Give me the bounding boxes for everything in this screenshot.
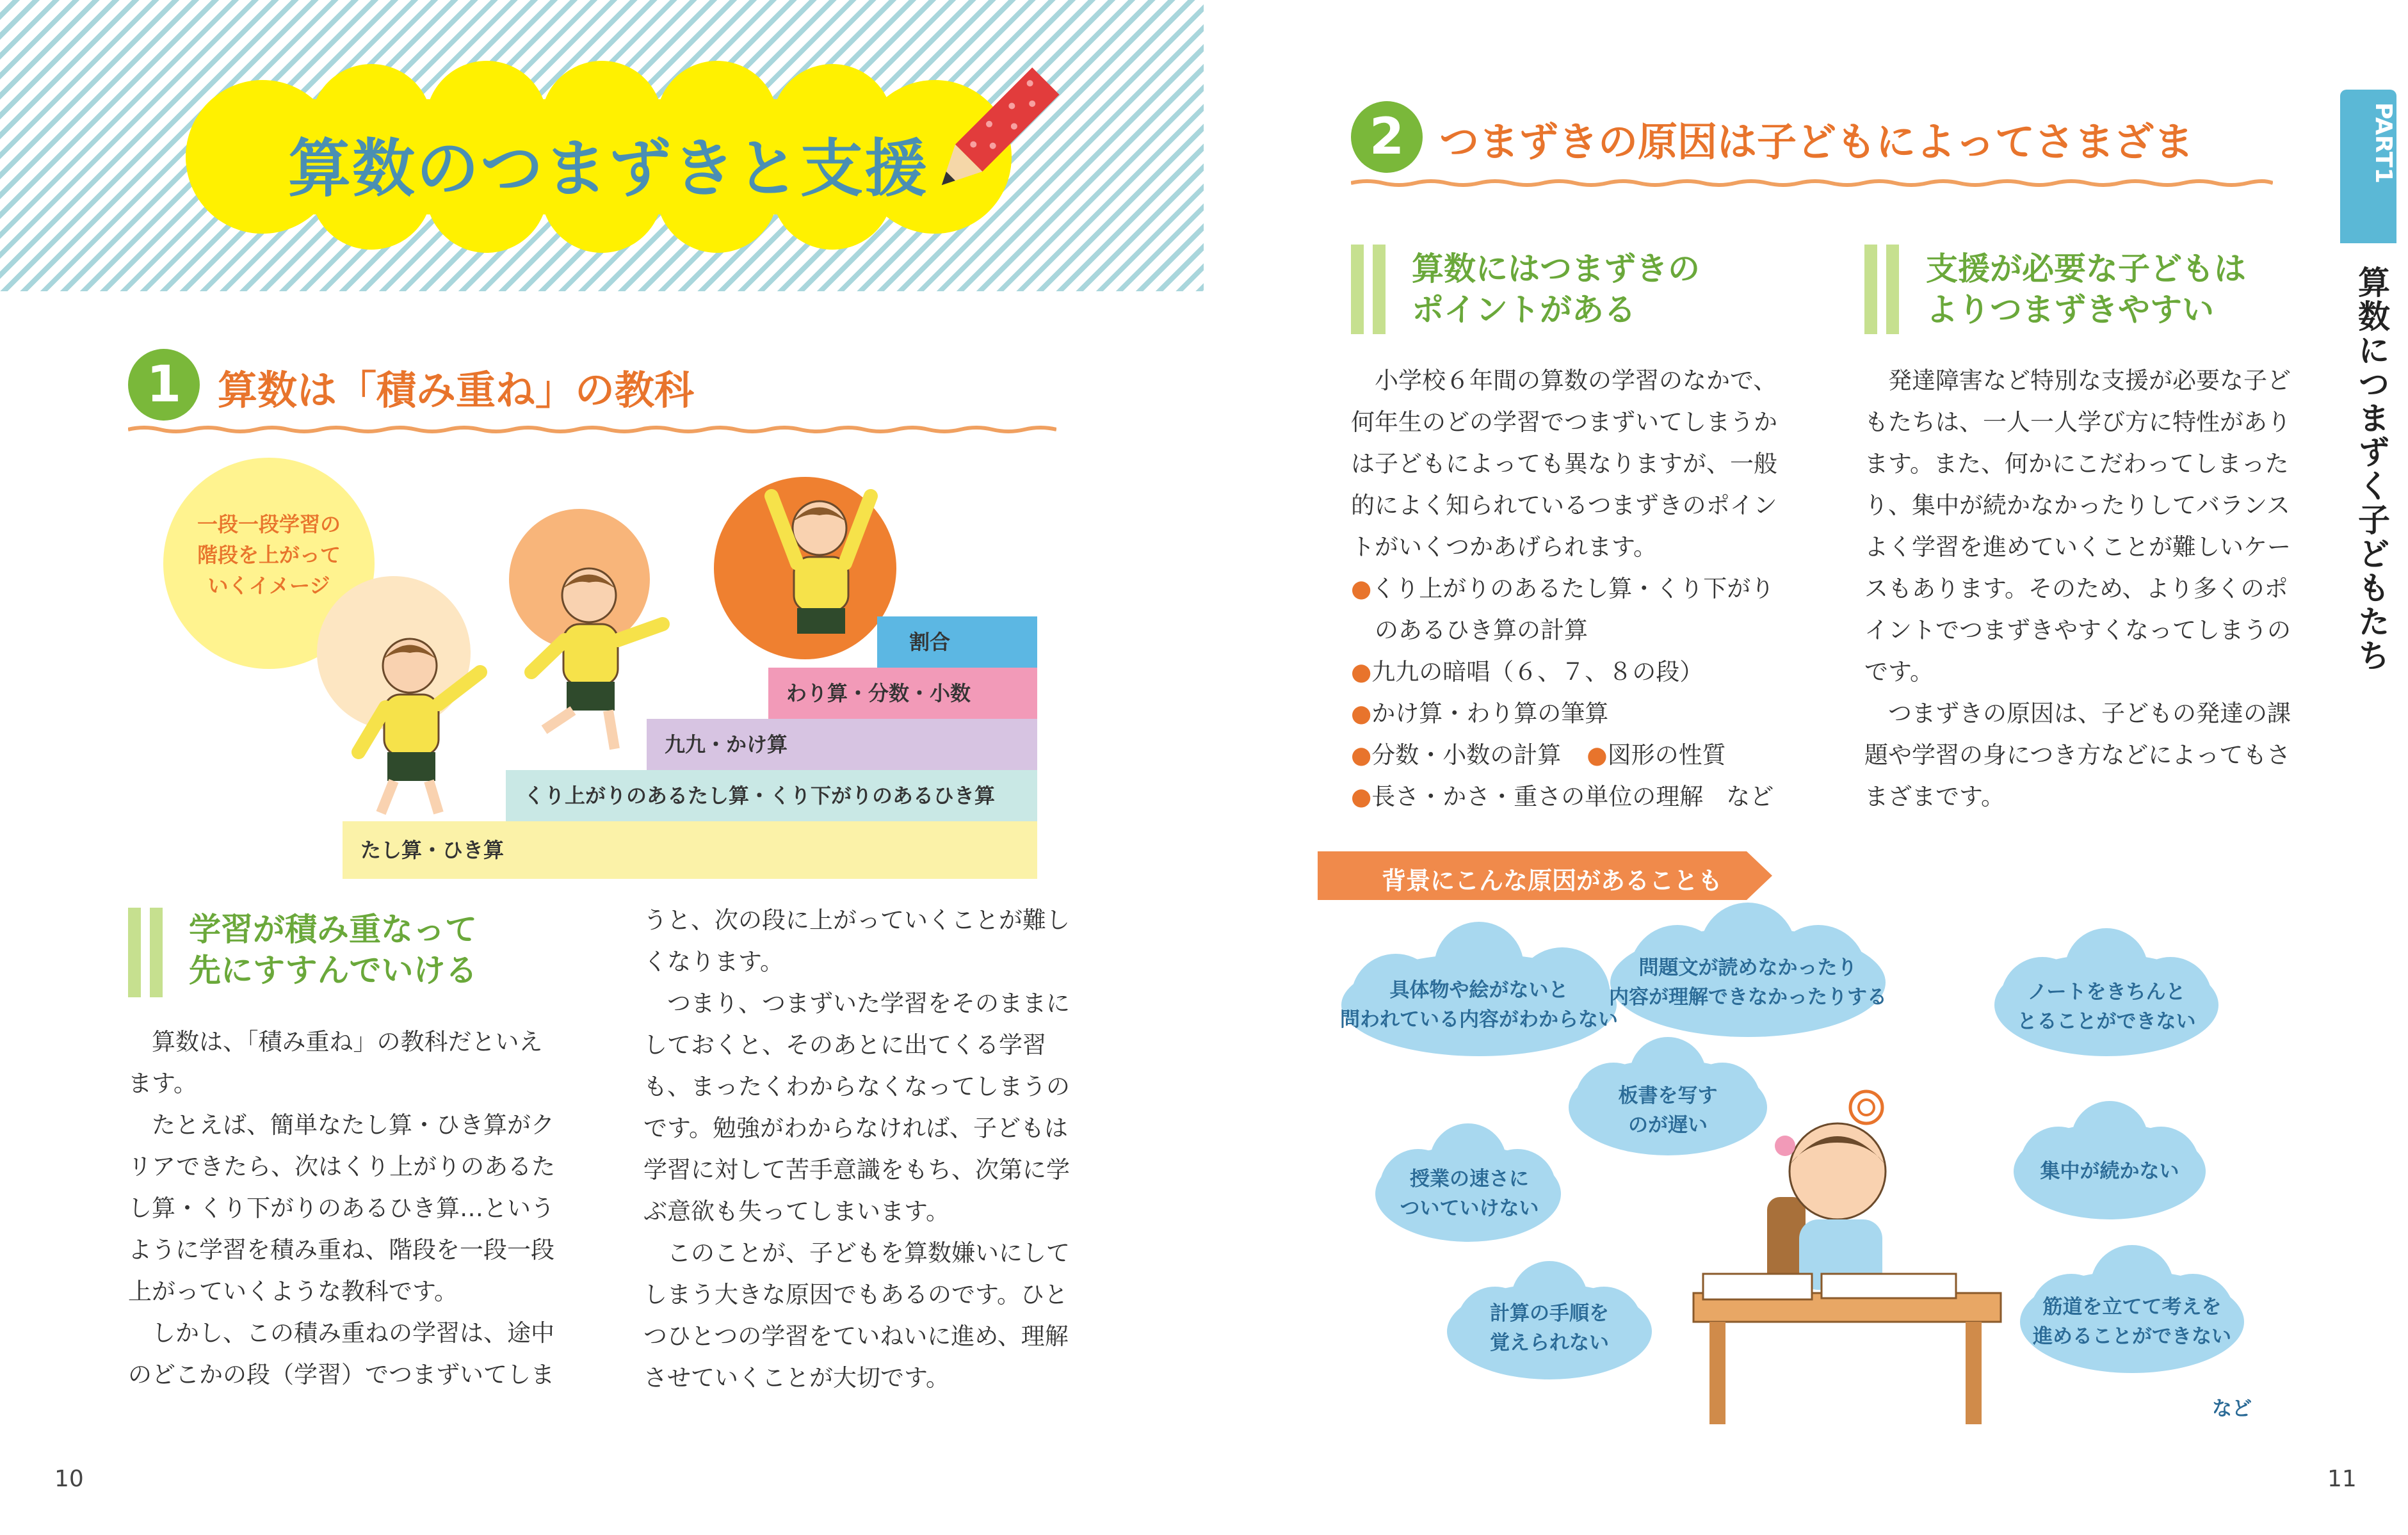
list-item: のあるひき算の計算 [1375, 616, 1588, 644]
causes-etc: など [2212, 1397, 2252, 1420]
child-figure-3 [743, 480, 896, 647]
section1-number: 1 [128, 349, 200, 421]
page-title: 算数のつまずきと支援 [288, 133, 929, 205]
list-item: ●かけ算・わり算の筆算 [1351, 700, 1609, 727]
stair-step-2: くり上がりのあるたし算・くり下がりのあるひき算 [506, 770, 1037, 821]
cause-bubble-4: 板書を写す のが遅い [1618, 1084, 1718, 1137]
subtitle-a-bars [1351, 245, 1389, 334]
cause-bubble-7: 計算の手順を 覚えられない [1490, 1302, 1609, 1354]
subtitle-bars [128, 908, 166, 997]
left-page-number: 10 [54, 1466, 84, 1492]
image-caption: 一段一段学習の 階段を上がって いくイメージ [197, 512, 341, 598]
section2-divider [1351, 179, 2273, 187]
cause-bubble-6: 集中が続かない [2040, 1160, 2179, 1183]
section2-col-a: 小学校６年間の算数の学習のなかで、 何年生のどの学習でつまずいてしまうか は子どもによっても異なりますが、一般 的によく知られているつまずきのポイン トがいくつかあげられます。 [1351, 367, 1777, 561]
causes-banner-text: 背景にこんな原因があることも [1382, 867, 1723, 895]
cause-bubble-2: 問題文が読めなかったり 内容が理解できなかったりする [1609, 956, 1887, 1009]
list-item: ●九九の暗唱（６、７、８の段） [1351, 658, 1704, 686]
part-vertical-title: 算数につまずく子どもたち [2353, 266, 2390, 673]
section2-subtitle-a: 算数にはつまずきの ポイントがある [1412, 250, 1700, 328]
section2-number: 2 [1351, 101, 1423, 173]
part-label: PART1 [2370, 102, 2396, 184]
list-item: ●長さ・かさ・重さの単位の理解 など [1351, 783, 1774, 810]
subtitle-b-bars [1864, 245, 1903, 334]
section2-title: つまずきの原因は子どもによってさまざま [1439, 118, 2194, 165]
cause-bubble-1: 具体物や絵がないと 問われている内容がわからない [1340, 979, 1618, 1031]
list-item: ●分数・小数の計算 ●図形の性質 [1351, 741, 1726, 769]
section1-col2: うと、次の段に上がっていくことが難し くなります。 つまり、つまずいた学習をそのままに しておくと、そのあとに出てくる学習 も、まったくわからなくなってしまうの です。勉強がわからなければ、子どもは 学習に対して苦手意識をもち、次第に学 ぶ意欲も失ってしまいます。 このことが、子どもを算数嫌いにして しまう大きな原因でもあるのです。ひと つひとつの学習をていねいに進め、理解 させていくことが大切です。 [643, 906, 1070, 1392]
section2-col-b: 発達障害など特別な支援が必要な子ど もたちは、一人一人学び方に特性があり ます。また、何かにこだわってしまった り、集中が続かなかったりしてバランス よく学習を進めていくことが難しいケー スもあります。そのため、より多くのポ イントでつまずきやすくなってしまうの です。 つまずきの原因は、子どもの発達の課 題や学習の身につき方などによってもさ まざまです。 [1864, 367, 2291, 810]
cause-bubble-5: 授業の速さに ついていけない [1400, 1168, 1539, 1220]
stair-step-3: 九九・かけ算 [647, 719, 1037, 770]
section1-subtitle: 学習が積み重なって 先にすすんでいける [189, 911, 478, 989]
right-page-number: 11 [2327, 1466, 2357, 1492]
cause-bubble-8: 筋道を立てて考えを 進めることができない [2033, 1296, 2231, 1348]
section1-title: 算数は「積み重ね」の教科 [218, 367, 695, 414]
child-figure-1 [333, 634, 499, 819]
stumbling-points-list [1351, 568, 1799, 817]
section1-col1: 算数は、「積み重ね」の教科だといえ ます。 たとえば、簡単なたし算・ひき算がク リアできたら、次はくり上がりのあるた し算・くり下がりのあるひき算…という ように学習を積み重ね、階段を一段一段 上がっていくような教科です。 しかし、この積み重ねの学習は、途中 のどこかの段（学習）でつまずいてしま [128, 1028, 556, 1388]
section2-subtitle-b: 支援が必要な子どもは よりつまずきやすい [1926, 250, 2246, 328]
section1-divider [128, 426, 1056, 433]
pencil-icon [916, 64, 1063, 211]
list-item: ●くり上がりのあるたし算・くり下がり [1351, 575, 1775, 602]
stair-step-4: わり算・分数・小数 [768, 668, 1037, 719]
cause-bubble-3: ノートをきちんと とることができない [2017, 981, 2196, 1033]
stair-step-5: 割合 [877, 616, 1037, 668]
stair-step-1: たし算・ひき算 [343, 821, 1037, 879]
